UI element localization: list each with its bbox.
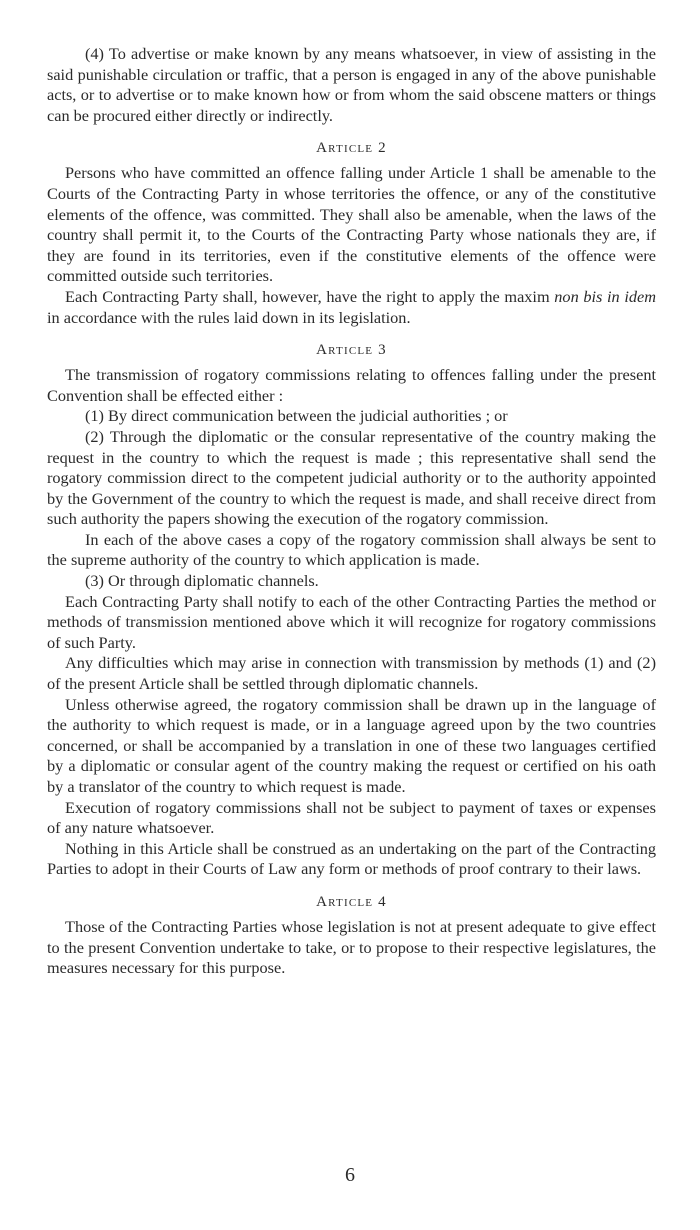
paragraph-article3-6: Each Contracting Party shall notify to each of the other Contracting Parties the method or methods of transmission mentioned above which it will recognize for rogatory commissions of such Party.	[47, 591, 656, 652]
paragraph-article3-10: Nothing in this Article shall be construed as an undertaking on the part of the Contracting Parties to adopt in their Courts of Law any form or methods of proof contrary to their laws.	[47, 838, 656, 879]
paragraph-article3-5: (3) Or through diplomatic channels.	[85, 571, 319, 591]
article-2-heading: Article 2	[316, 140, 387, 157]
paragraph-article3-1: The transmission of rogatory commissions relating to offences falling under the present Convention shall be effected either :	[47, 365, 656, 405]
paragraph-article2-2-post: in accordance with the rules laid down in its legislation.	[47, 307, 411, 327]
paragraph-article2-1: Persons who have committed an offence falling under Article 1 shall be amenable to the Courts of the Contracting Party in whose territories the offence, or any of the constitutive elements of the offence, was committed. They shall also be amenable, when the laws of the country shall permit it, to the Courts of the Contracting Party whose nationals they are, if they are found in its territories, even if the constitutive elements of the offence were committed outside such territories.	[47, 163, 656, 286]
paragraph-article3-2: (1) By direct communication between the judicial authorities ; or	[85, 406, 508, 426]
paragraph-article3-4: In each of the above cases a copy of the rogatory commission shall always be sent to the supreme authority of the country to which application is made.	[47, 529, 656, 570]
page-number: 6	[345, 1164, 355, 1186]
paragraph-article2-2-pre: Each Contracting Party shall, however, have the right to apply the maxim	[65, 286, 555, 306]
article-4-heading: Article 4	[316, 893, 387, 910]
paragraph-article3-3: (2) Through the diplomatic or the consular representative of the country making the request in the country to which the request is made ; this representative shall send the rogatory commission direct to the competent judicial authority or to the authority appointed by the Government of the country to which the request is made, and shall receive direct from such authority the papers showing the execution of the rogatory commission.	[47, 426, 656, 529]
latin-maxim: non bis in idem	[554, 286, 656, 306]
paragraph-article3-8: Unless otherwise agreed, the rogatory commission shall be drawn up in the language of the authority to which request is made, or in a language agreed upon by the two countries concerned, or shall be accompanied by a translation in one of these two languages certified by a diplomatic or consular agent of the country making the request or certified on his oath by a translator of the country to which request is made.	[47, 694, 656, 796]
paragraph-article2-2	[47, 287, 656, 328]
article-3-heading: Article 3	[316, 342, 387, 359]
paragraph-article1-item4: (4) To advertise or make known by any means whatsoever, in view of assisting in the said punishable circulation or traffic, that a person is engaged in any of the above punishable acts, or to advertise or to make known how or from whom the said obscene matters or things can be procured either directly or indirectly.	[47, 44, 656, 125]
paragraph-article4-1: Those of the Contracting Parties whose legislation is not at present adequate to give effect to the present Convention undertake to take, or to propose to their respective legislatures, the measures necessary for this purpose.	[47, 916, 656, 978]
paragraph-article3-9: Execution of rogatory commissions shall not be subject to payment of taxes or expenses of any nature whatsoever.	[47, 797, 656, 838]
paragraph-article3-7: Any difficulties which may arise in connection with transmission by methods (1) and (2) of the present Article shall be settled through diplomatic channels.	[47, 653, 656, 694]
